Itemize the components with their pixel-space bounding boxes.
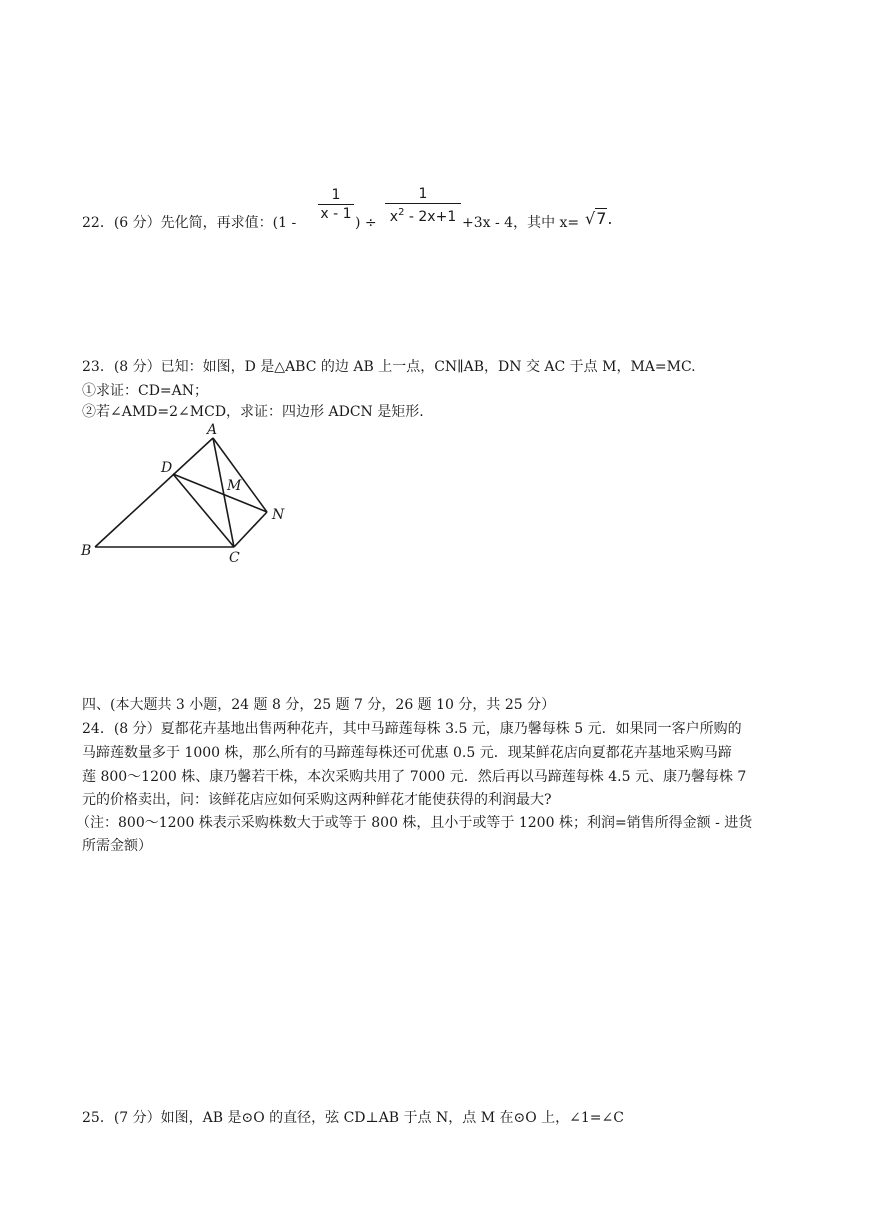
label-N: N xyxy=(272,507,285,523)
segment-CN xyxy=(234,512,267,547)
q22-suffix: +3x - 4，其中 x= xyxy=(462,215,580,231)
q23-geometry-figure xyxy=(75,420,315,570)
segment-BA xyxy=(95,438,213,547)
q24-note-1: （注：800～1200 株表示采购株数大于或等于 800 株，且小于或等于 1200 株；利润=销售所得金额 - 进货 xyxy=(76,815,753,831)
q22-sqrt xyxy=(585,209,612,228)
q22-frac2-numerator: 1 xyxy=(418,186,428,202)
q24-line-4: 元的价格卖出，问：该鲜花店应如何采购这两种鲜花才能使获得的利润最大? xyxy=(82,792,552,808)
segment-DC xyxy=(173,474,234,547)
q22-end: . xyxy=(607,209,613,228)
q25-line-1: 25．(7 分）如图，AB 是⊙O 的直径，弦 CD⊥AB 于点 N，点 M 在⊙O 上，∠1=∠C xyxy=(82,1110,624,1126)
q23-line-3: ②若∠AMD=2∠MCD，求证：四边形 ADCN 是矩形. xyxy=(82,404,424,420)
q24-line-1: 24．(8 分）夏都花卉基地出售两种花卉，其中马蹄莲每株 3.5 元，康乃馨每株 5 元．如果同一客户所购的 xyxy=(82,721,742,737)
q22-frac2-den-rest: - 2x+1 xyxy=(404,209,457,225)
q22-frac2-den-x: x xyxy=(389,209,399,225)
q22-frac2-bar xyxy=(385,203,461,204)
section-4-heading: 四、(本大题共 3 小题，24 题 8 分，25 题 7 分，26 题 10 分，共 25 分） xyxy=(82,697,556,713)
q22-sqrt-value: 7 xyxy=(596,209,607,228)
q22-close-divide: ) ÷ xyxy=(355,215,377,231)
q22-frac2-denominator xyxy=(385,205,461,225)
q24-line-2: 马蹄莲数量多于 1000 株，那么所有的马蹄莲每株还可优惠 0.5 元．现某鲜花店向夏都花卉基地采购马蹄 xyxy=(82,745,732,761)
q22-sqrt-sign: √ xyxy=(585,209,596,228)
q22-frac2-den-exponent: 2 xyxy=(398,207,405,218)
label-D: D xyxy=(161,460,173,476)
label-M: M xyxy=(227,478,242,494)
q22-frac1-bar xyxy=(318,204,354,205)
q22-frac1-numerator: 1 xyxy=(331,187,341,203)
q22-frac1-denominator: x - 1 xyxy=(320,206,352,222)
label-B: B xyxy=(81,543,92,559)
q23-line-2: ①求证：CD=AN； xyxy=(82,383,209,399)
q23-line-1: 23．(8 分）已知：如图，D 是△ABC 的边 AB 上一点，CN∥AB，DN 交 AC 于点 M，MA=MC. xyxy=(82,359,696,375)
label-A: A xyxy=(207,422,218,438)
q22-fraction-2 xyxy=(385,186,461,225)
label-C: C xyxy=(229,550,240,566)
q24-note-2: 所需金额） xyxy=(82,838,152,854)
q22-fraction-1 xyxy=(318,187,354,222)
q24-line-3: 莲 800～1200 株、康乃馨若干株，本次采购共用了 7000 元．然后再以马蹄莲每株 4.5 元、康乃馨每株 7 xyxy=(82,769,747,785)
q22-prefix: 22．(6 分）先化简，再求值：(1 - xyxy=(82,215,297,231)
